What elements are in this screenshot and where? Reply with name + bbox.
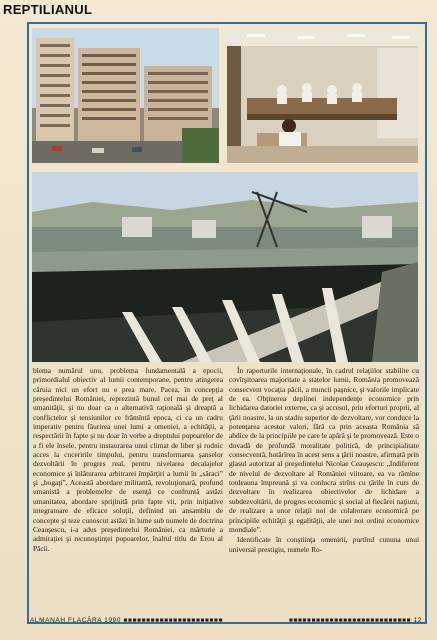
article-column-right — [229, 366, 419, 554]
photo-industrial-site — [32, 172, 418, 362]
photo-laboratory — [227, 28, 418, 163]
footer-publication: ALMANAH FLACĂRA 1990 ■■■■■■■■■■■■■■■■■■■■■■ — [30, 617, 224, 624]
article-paragraph: În raporturile internaţionale, în cadrul relaţiilor stabilite cu covîrşitoarea majoritate a statelor lumii, România promovează consecvent vocaţia păcii, a muncii paşnice, şi valorile implicate de ea. Obţinerea deplinei independenţe economice prin lichidarea datoriei externe, ca şi accesul, prin eforturi proprii, al ţării noastre, la un stadiu superior de dezvoltare, vor conduce la potenţarea acestor valori, fără ca prin aceasta România să abdice de la principiile pe care le apără şi le promovează. Este o dovadă de profundă moralitate politică, de principialitate consecventă, hotărîrea în acest sens a ţării noastre, afirmată prin glasul autorizat al preşedintelui Nicolae Ceauşescu: „Indiferent de nivelul de dezvoltare al României viitoare, ea va rămîne totdeauna împreună şi va conlucra strîns cu ţările în curs de dezvoltare în realizarea obiectivelor de lichidare a subdezvoltării, de progres economic şi social al fiecărei naţiuni, de realizare a unor relaţii noi de colaborare economică pe principiile echităţii şi egalităţii, ale unei noi ordini economice mondiale”. — [229, 366, 419, 534]
photo-apartment-buildings — [32, 28, 219, 163]
watermark-text: REPTILIANUL — [3, 2, 93, 17]
article-paragraph: Identificate în conştiinţa omenirii, purtînd cununa unui universal prestigiu, numele Ro- — [229, 535, 419, 554]
article-column-left — [33, 366, 223, 553]
page-footer — [30, 617, 422, 629]
footer-page-number: ■■■■■■■■■■■■■■■■■■■■■■■■■■■ 12 — [288, 617, 422, 624]
article-paragraph: blema numărul unu, problema fundamentală a epocii, primordialul obiectiv al lumii contemporane, pentru atingerea căruia nici un efort nu e prea mare. Pacea, în concepţia preşedintelui României, reprezintă bunul cel mai de preţ al umanităţii, şi nu doar ca o alternativă raţională şi dreaptă a conflictelor şi tensiunilor ce frămîntă epoca, ci ca un cadru imperativ pentru făurirea unei lumi a omeniei, a echităţii, a respectării în fapte şi nu doar în vorbe a dreptului popoarelor de a fi ele însele, pentru instaurarea unui climat de liber şi rodnic acces la cuceririle timpului, pentru transformarea şanselor dezvoltării în progres real, pentru nivelarea decalajelor economice şi înlăturarea arbitrarei împărţiri a lumii în „săraci” şi „bogaţi”. Această abordare militantă, revoluţionară, profund umanistă a problemelor de esenţă ce confruntă astăzi umanitatea, abordare sprijinită prin fapte vii, prin iniţiative integratoare de eficace soluţii, definind un ansamblu de concepte şi teze cunoscut astăzi în lume sub numele de doctrina Ceauşescu, i-a adus preşedintelui României, ca mărturie a admiraţiei şi recunoştinţei popoarelor, înaltul titlu de Erou al Păcii. — [33, 366, 223, 553]
